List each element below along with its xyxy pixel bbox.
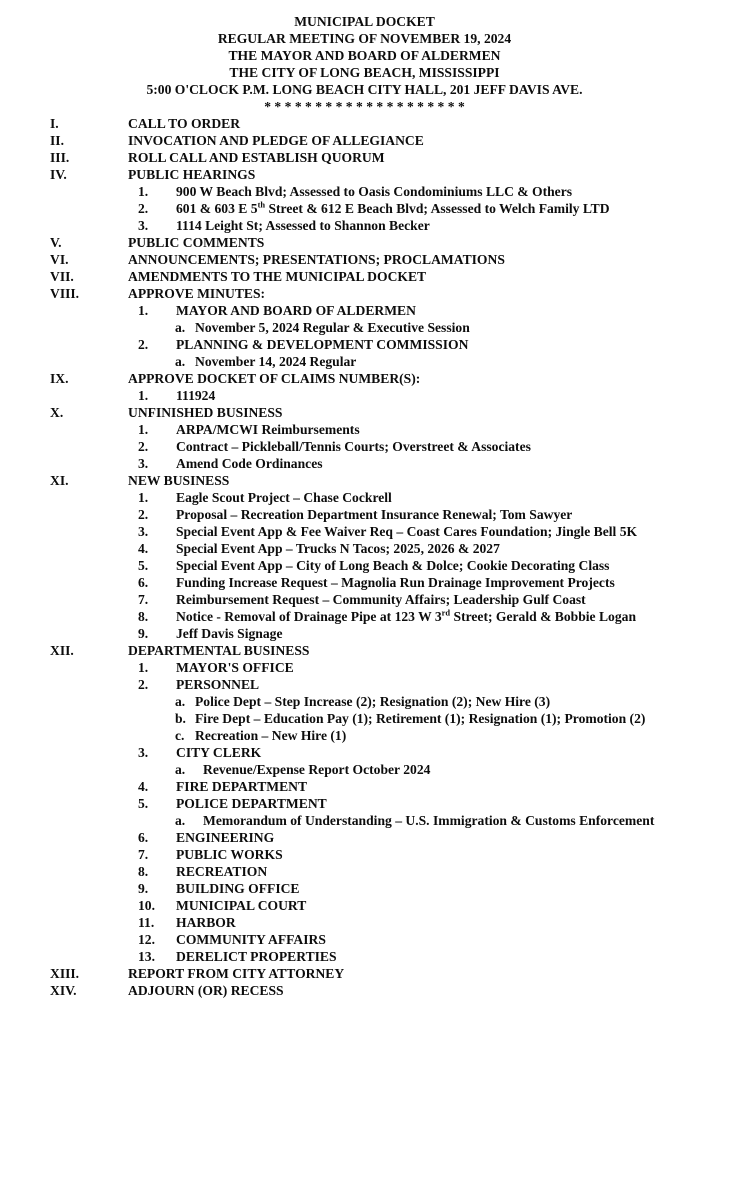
item-label: 7. [138,847,149,862]
item-text [176,200,729,217]
agenda-item [0,880,729,897]
agenda-item [0,778,729,795]
document-header [0,13,729,115]
item-text: DERELICT PROPERTIES [176,949,337,964]
item-text-segment: Notice - Removal of Drainage Pipe at 123 W 3 [176,609,442,624]
item-label: c. [175,728,185,743]
agenda-item [0,302,729,319]
agenda-item [0,829,729,846]
item-text: Special Event App – City of Long Beach & Dolce; Cookie Decorating Class [176,558,610,573]
item-label: 11. [138,915,155,930]
item-text: ROLL CALL AND ESTABLISH QUORUM [128,150,385,165]
item-label: 6. [138,575,149,590]
item-label: 9. [138,626,149,641]
agenda-item [0,795,729,812]
item-text: UNFINISHED BUSINESS [128,405,283,420]
item-text: 111924 [176,388,216,403]
item-label: 1. [138,388,149,403]
item-text: BUILDING OFFICE [176,881,300,896]
item-text: Amend Code Ordinances [176,456,323,471]
item-label: XII. [50,643,74,658]
item-label: III. [50,150,70,165]
item-text: CITY CLERK [176,745,262,760]
item-label: 12. [138,932,155,947]
agenda-section [0,166,729,183]
agenda-list [0,115,729,999]
agenda-item [0,948,729,965]
agenda-item [0,727,729,744]
doc-meeting-line: REGULAR MEETING OF NOVEMBER 19, 2024 [217,31,512,46]
item-label: 7. [138,592,149,607]
item-text: INVOCATION AND PLEDGE OF ALLEGIANCE [128,133,424,148]
item-label: 6. [138,830,149,845]
item-label: a. [175,762,186,777]
item-label: 3. [138,218,149,233]
item-label: 1. [138,490,149,505]
item-text: MAYOR'S OFFICE [176,660,294,675]
ordinal-suffix: th [257,199,266,210]
doc-board-line: THE MAYOR AND BOARD OF ALDERMEN [228,48,501,63]
doc-city-line: THE CITY OF LONG BEACH, MISSISSIPPI [229,65,500,80]
item-text: Fire Dept – Education Pay (1); Retirement (1); Resignation (1); Promotion (2) [195,711,646,726]
item-label: 3. [138,745,149,760]
agenda-section [0,251,729,268]
agenda-item [0,608,729,625]
item-label: 3. [138,456,149,471]
agenda-item [0,421,729,438]
agenda-section [0,404,729,421]
agenda-item [0,455,729,472]
asterisk-divider: * * * * * * * * * * * * * * * * * * * * [264,99,465,114]
item-label: 1. [138,422,149,437]
item-label: IX. [50,371,69,386]
item-text: November 14, 2024 Regular [195,354,357,369]
agenda-item [0,897,729,914]
agenda-section [0,132,729,149]
agenda-item [0,217,729,234]
item-text: NEW BUSINESS [128,473,230,488]
agenda-section [0,149,729,166]
item-text: PUBLIC WORKS [176,847,283,862]
item-text: PERSONNEL [176,677,260,692]
item-label: 1. [138,303,149,318]
item-text: Jeff Davis Signage [176,626,283,641]
item-label: X. [50,405,64,420]
agenda-section [0,268,729,285]
item-text-segment: Street & 612 E Beach Blvd; Assessed to Welch Family LTD [265,201,610,216]
item-label: 2. [138,337,149,352]
item-text: HARBOR [176,915,236,930]
agenda-item [0,693,729,710]
item-text: Contract – Pickleball/Tennis Courts; Overstreet & Associates [176,439,531,454]
item-text: POLICE DEPARTMENT [176,796,327,811]
item-text: 1114 Leight St; Assessed to Shannon Becker [176,218,430,233]
agenda-item [0,557,729,574]
ordinal-suffix: rd [441,607,451,618]
agenda-item [0,387,729,404]
item-text: ENGINEERING [176,830,275,845]
item-label: b. [175,711,186,726]
agenda-item [0,625,729,642]
item-label: II. [50,133,64,148]
item-text: COMMUNITY AFFAIRS [176,932,326,947]
item-text: Reimbursement Request – Community Affairs; Leadership Gulf Coast [176,592,586,607]
agenda-item [0,710,729,727]
item-text: PUBLIC COMMENTS [128,235,265,250]
item-text: FIRE DEPARTMENT [176,779,308,794]
item-label: a. [175,320,186,335]
doc-title: MUNICIPAL DOCKET [294,14,435,29]
agenda-item [0,914,729,931]
item-label: 2. [138,201,149,216]
agenda-section [0,472,729,489]
agenda-item [0,353,729,370]
agenda-item [0,863,729,880]
doc-time-location-line: 5:00 O'CLOCK P.M. LONG BEACH CITY HALL, 201 JEFF DAVIS AVE. [146,82,583,97]
item-text-segment: Street; Gerald & Bobbie Logan [450,609,637,624]
item-label: 8. [138,609,149,624]
item-label: 5. [138,796,149,811]
agenda-item [0,761,729,778]
item-label: XI. [50,473,69,488]
item-label: a. [175,813,186,828]
agenda-item [0,319,729,336]
item-label: 2. [138,677,149,692]
item-text: PUBLIC HEARINGS [128,167,256,182]
item-label: 5. [138,558,149,573]
agenda-item [0,676,729,693]
item-label: XIV. [50,983,77,998]
item-label: a. [175,694,186,709]
agenda-section [0,642,729,659]
agenda-section [0,115,729,132]
item-text: 900 W Beach Blvd; Assessed to Oasis Condominiums LLC & Others [176,184,573,199]
agenda-item [0,574,729,591]
item-text: APPROVE DOCKET OF CLAIMS NUMBER(S): [128,371,421,386]
item-text: ANNOUNCEMENTS; PRESENTATIONS; PROCLAMATIONS [128,252,505,267]
agenda-item [0,744,729,761]
item-label: 2. [138,507,149,522]
item-text: MAYOR AND BOARD OF ALDERMEN [176,303,416,318]
item-text: REPORT FROM CITY ATTORNEY [128,966,345,981]
item-label: 2. [138,439,149,454]
item-label: V. [50,235,62,250]
agenda-item [0,591,729,608]
agenda-item [0,336,729,353]
agenda-item [0,659,729,676]
item-text: Recreation – New Hire (1) [195,728,347,743]
item-text: RECREATION [176,864,268,879]
item-text: Police Dept – Step Increase (2); Resignation (2); New Hire (3) [195,694,551,709]
agenda-section [0,965,729,982]
agenda-item [0,812,729,829]
item-text: AMENDMENTS TO THE MUNICIPAL DOCKET [128,269,427,284]
item-text: Proposal – Recreation Department Insurance Renewal; Tom Sawyer [176,507,573,522]
agenda-section [0,234,729,251]
item-label: 4. [138,779,149,794]
agenda-item [0,438,729,455]
item-text: MUNICIPAL COURT [176,898,307,913]
agenda-section [0,982,729,999]
item-text: Eagle Scout Project – Chase Cockrell [176,490,392,505]
item-label: 13. [138,949,155,964]
item-text: Special Event App & Fee Waiver Req – Coast Cares Foundation; Jingle Bell 5K [176,524,638,539]
item-label: VII. [50,269,74,284]
item-label: 1. [138,184,149,199]
item-text-segment: 601 & 603 E 5 [176,201,258,216]
item-label: 9. [138,881,149,896]
item-text: CALL TO ORDER [128,116,241,131]
agenda-item [0,523,729,540]
item-text: Revenue/Expense Report October 2024 [203,762,431,777]
item-text: PLANNING & DEVELOPMENT COMMISSION [176,337,469,352]
agenda-item [0,489,729,506]
item-label: a. [175,354,186,369]
item-label: 3. [138,524,149,539]
item-label: XIII. [50,966,80,981]
agenda-item [0,540,729,557]
item-label: 1. [138,660,149,675]
item-text [176,608,729,625]
item-text: Memorandum of Understanding – U.S. Immigration & Customs Enforcement [203,813,655,828]
item-text: Special Event App – Trucks N Tacos; 2025, 2026 & 2027 [176,541,500,556]
agenda-item [0,183,729,200]
item-label: 4. [138,541,149,556]
item-label: 10. [138,898,155,913]
item-label: VI. [50,252,69,267]
item-text: ARPA/MCWI Reimbursements [176,422,360,437]
agenda-item [0,931,729,948]
item-text: APPROVE MINUTES: [128,286,266,301]
item-text: DEPARTMENTAL BUSINESS [128,643,310,658]
item-text: November 5, 2024 Regular & Executive Session [195,320,470,335]
item-text: ADJOURN (OR) RECESS [128,983,284,998]
item-text: Funding Increase Request – Magnolia Run Drainage Improvement Projects [176,575,615,590]
item-label: I. [50,116,59,131]
agenda-section [0,285,729,302]
agenda-section [0,370,729,387]
agenda-item [0,200,729,217]
agenda-item [0,846,729,863]
item-label: VIII. [50,286,80,301]
item-label: IV. [50,167,67,182]
agenda-item [0,506,729,523]
item-label: 8. [138,864,149,879]
